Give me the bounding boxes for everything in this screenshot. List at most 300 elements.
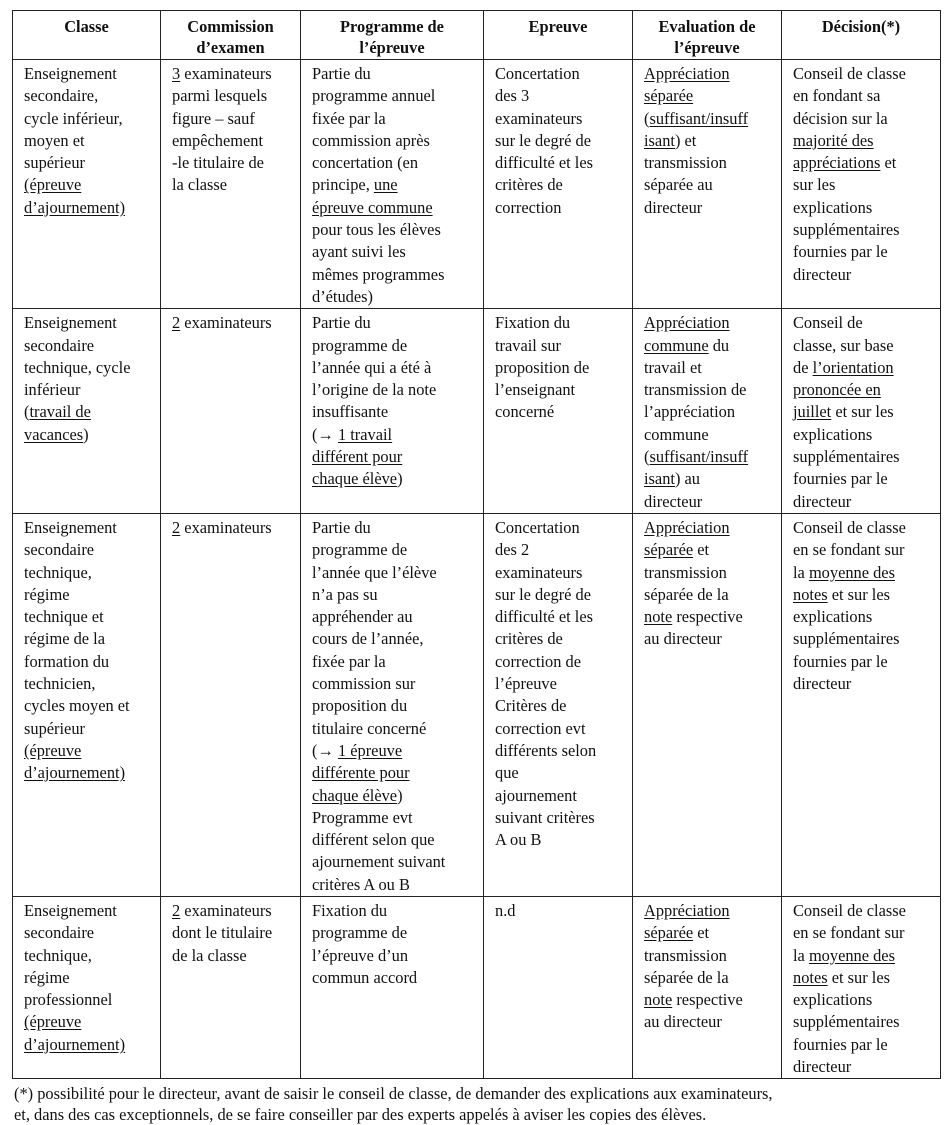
text-segment: séparée au (644, 175, 713, 195)
text-segment: ) (83, 424, 89, 444)
cell-line (312, 517, 479, 539)
text-segment: en se fondant sur (793, 540, 905, 560)
text-segment: ) (397, 469, 403, 489)
text-segment: directeur (793, 674, 852, 694)
cell-commission (161, 309, 301, 514)
text-segment: transmission (644, 562, 727, 582)
text-segment: technique et (24, 607, 104, 627)
cell-line (495, 740, 628, 762)
header-line: Epreuve (528, 17, 588, 36)
cell-line (793, 241, 936, 263)
underlined-text: suffisant/insuff (649, 447, 749, 467)
underlined-text: travail de (29, 402, 91, 422)
cell-evaluation (633, 309, 782, 514)
cell-line (495, 695, 628, 717)
header-classe (13, 11, 161, 60)
cell-line (24, 718, 156, 740)
cell-line (495, 197, 628, 219)
table-body (13, 60, 941, 1079)
cell-line (172, 63, 296, 85)
cell-epreuve (484, 513, 633, 896)
cell-line (495, 335, 628, 357)
header-line: Décision(*) (821, 17, 901, 36)
text-segment: examinateurs (180, 900, 272, 920)
cell-line (793, 584, 936, 606)
underlined-text: chaque élève (312, 785, 398, 805)
text-segment: technicien, (24, 674, 96, 694)
text-segment: différent selon que (312, 830, 435, 850)
text-segment: parmi lesquels (172, 86, 268, 106)
underlined-text: séparée (644, 86, 694, 106)
cell-line (24, 1034, 156, 1056)
text-segment: fixée par la (312, 108, 386, 128)
text-segment: et sur les (827, 584, 890, 604)
cell-line (644, 989, 777, 1011)
text-segment: l’épreuve d’un (312, 945, 409, 965)
cell-line (793, 152, 936, 174)
text-segment: commission après (312, 130, 430, 150)
cell-line (644, 922, 777, 944)
cell-line (793, 673, 936, 695)
text-segment: ajournement suivant (312, 852, 446, 872)
cell-line (24, 517, 156, 539)
cell-line (24, 197, 156, 219)
cell-line (495, 401, 628, 423)
cell-line (793, 424, 936, 446)
underlined-text: suffisant/insuff (649, 108, 749, 128)
cell-line (793, 967, 936, 989)
underlined-text: isant (644, 130, 675, 150)
text-segment: (→ (312, 740, 338, 760)
text-segment: secondaire (24, 923, 95, 943)
text-segment: et sur les (827, 967, 890, 987)
underlined-text: d’ajournement) (24, 763, 126, 783)
cell-classe (13, 60, 161, 309)
cell-line (644, 152, 777, 174)
cell-line (793, 491, 936, 513)
text-segment: Partie du (312, 517, 371, 537)
text-segment: cycle inférieur, (24, 108, 123, 128)
text-segment: mêmes programmes (312, 264, 445, 284)
underlined-text: Appréciation (644, 64, 730, 83)
cell-line (172, 108, 296, 130)
cell-line (495, 562, 628, 584)
text-segment: que (495, 763, 519, 783)
underlined-text: note (644, 607, 673, 627)
underlined-text: une (373, 175, 398, 195)
cell-line (495, 606, 628, 628)
underlined-text: 2 (172, 517, 181, 537)
text-segment: cycles moyen et (24, 696, 130, 716)
text-segment: (→ (312, 424, 338, 444)
text-segment: Conseil de (793, 313, 863, 333)
text-segment: difficulté et les (495, 607, 594, 627)
text-segment: examinateurs (495, 562, 583, 582)
cell-line (495, 517, 628, 539)
cell-line (793, 219, 936, 241)
text-segment: supérieur (24, 718, 85, 738)
text-segment: correction de (495, 651, 582, 671)
text-segment: Critères de (495, 696, 567, 716)
underlined-text: différent pour (312, 447, 403, 467)
text-segment: ) au (674, 469, 700, 489)
text-segment: classe, sur base (793, 335, 894, 355)
cell-line (312, 967, 479, 989)
cell-line (793, 1034, 936, 1056)
text-segment: supérieur (24, 153, 85, 173)
header-row (13, 11, 941, 60)
cell-line (793, 264, 936, 286)
text-segment: titulaire concerné (312, 718, 427, 738)
text-segment: ayant suivi les (312, 242, 406, 262)
text-segment: fournies par le (793, 1034, 888, 1054)
cell-line (644, 967, 777, 989)
footnote-line: (*) possibilité pour le directeur, avant de saisir le conseil de classe, de demander des explications aux examinateurs, (14, 1084, 773, 1104)
cell-line (644, 1011, 777, 1033)
cell-line (793, 312, 936, 334)
text-segment: fixée par la (312, 651, 386, 671)
header-line: Classe (64, 17, 109, 36)
text-segment: programme annuel (312, 86, 436, 106)
cell-decision (782, 60, 941, 309)
text-segment: transmission (644, 945, 727, 965)
text-segment: Conseil de classe (793, 900, 906, 920)
cell-line (312, 85, 479, 107)
text-segment: commun accord (312, 967, 418, 987)
cell-line (644, 357, 777, 379)
cell-line (793, 562, 936, 584)
cell-line (172, 517, 296, 539)
text-segment: ( (644, 447, 650, 467)
cell-line (24, 584, 156, 606)
cell-line (312, 874, 479, 896)
underlined-text: 2 (172, 900, 181, 920)
footnote (12, 1083, 940, 1125)
underlined-text: appréciations (793, 153, 881, 173)
text-segment: l’appréciation (644, 402, 736, 422)
text-segment: principe, (312, 175, 374, 195)
cell-line (312, 851, 479, 873)
text-segment: correction evt (495, 718, 586, 738)
cell-line (172, 130, 296, 152)
text-segment: technique, cycle (24, 357, 131, 377)
cell-line (644, 401, 777, 423)
cell-programme (301, 896, 484, 1078)
cell-line (644, 468, 777, 490)
cell-line (312, 241, 479, 263)
text-segment: explications (793, 197, 873, 217)
text-segment: professionnel (24, 990, 113, 1010)
cell-programme (301, 60, 484, 309)
text-segment: concertation (en (312, 153, 419, 173)
cell-line (793, 628, 936, 650)
cell-line (495, 152, 628, 174)
cell-line (312, 945, 479, 967)
cell-line (312, 264, 479, 286)
cell-line (312, 562, 479, 584)
text-segment: supplémentaires (793, 1012, 900, 1032)
text-segment: la (793, 945, 809, 965)
text-segment: examinateurs (180, 313, 272, 333)
cell-line (644, 424, 777, 446)
cell-line (644, 379, 777, 401)
text-segment: l’enseignant (495, 380, 576, 400)
cell-line (495, 807, 628, 829)
cell-line (793, 335, 936, 357)
text-segment: directeur (793, 1057, 852, 1077)
text-segment: secondaire (24, 540, 95, 560)
cell-line (312, 174, 479, 196)
cell-line (644, 312, 777, 334)
text-segment: ajournement (495, 785, 577, 805)
cell-line (24, 762, 156, 784)
text-segment: l’année que l’élève (312, 562, 437, 582)
cell-line (312, 152, 479, 174)
cell-line (495, 829, 628, 851)
header-epreuve (484, 11, 633, 60)
cell-line (495, 628, 628, 650)
text-segment: explications (793, 424, 873, 444)
text-segment: correction (495, 197, 562, 217)
text-segment: dont le titulaire (172, 923, 273, 943)
text-segment: critères A ou B (312, 874, 410, 894)
cell-line (793, 130, 936, 152)
text-segment: au directeur (644, 1012, 722, 1032)
cell-line (312, 401, 479, 423)
text-segment: Enseignement (24, 900, 117, 920)
text-segment: Enseignement (24, 313, 117, 333)
cell-line (312, 539, 479, 561)
underlined-text: notes (793, 584, 828, 604)
text-segment: -le titulaire de (172, 153, 264, 173)
cell-line (312, 900, 479, 922)
cell-line (312, 424, 479, 446)
text-segment: examinateurs (180, 64, 272, 83)
text-segment: du (708, 335, 730, 355)
cell-line (312, 584, 479, 606)
text-segment: A ou B (495, 830, 542, 850)
cell-line (644, 517, 777, 539)
text-segment: Partie du (312, 313, 371, 333)
cell-line (312, 335, 479, 357)
cell-line (24, 606, 156, 628)
cell-line (312, 379, 479, 401)
text-segment: explications (793, 607, 873, 627)
cell-line (793, 651, 936, 673)
cell-classe (13, 896, 161, 1078)
cell-line (172, 922, 296, 944)
exam-procedure-table (12, 10, 941, 1079)
text-segment: la classe (172, 175, 228, 195)
cell-line (793, 401, 936, 423)
cell-line (495, 108, 628, 130)
cell-line (644, 130, 777, 152)
cell-line (312, 286, 479, 308)
cell-evaluation (633, 896, 782, 1078)
cell-line (495, 85, 628, 107)
underlined-text: l’orientation (812, 357, 894, 377)
cell-line (495, 584, 628, 606)
cell-line (312, 197, 479, 219)
header-line: l’épreuve (359, 38, 425, 57)
text-segment: Enseignement (24, 517, 117, 537)
underlined-text: (épreuve (24, 175, 82, 195)
text-segment: ) (397, 785, 403, 805)
cell-line (495, 673, 628, 695)
cell-line (495, 718, 628, 740)
underlined-text: Appréciation (644, 517, 730, 537)
text-segment: critères de (495, 629, 563, 649)
cell-programme (301, 513, 484, 896)
cell-line (24, 989, 156, 1011)
text-segment: l’épreuve (495, 674, 557, 694)
text-segment: concerné (495, 402, 555, 422)
underlined-text: isant (644, 469, 675, 489)
cell-line (644, 335, 777, 357)
cell-line (644, 562, 777, 584)
underlined-text: vacances (24, 424, 84, 444)
cell-line (24, 85, 156, 107)
cell-line (644, 628, 777, 650)
cell-line (24, 695, 156, 717)
text-segment: et (880, 153, 897, 173)
text-segment: et (693, 540, 710, 560)
text-segment: respective (672, 990, 743, 1010)
cell-commission (161, 513, 301, 896)
cell-line (172, 174, 296, 196)
cell-line (644, 945, 777, 967)
text-segment: directeur (793, 491, 852, 511)
text-segment: critères de (495, 175, 563, 195)
cell-decision (782, 896, 941, 1078)
cell-line (312, 785, 479, 807)
text-segment: et sur les (831, 402, 894, 422)
text-segment: appréhender au (312, 607, 413, 627)
cell-line (644, 584, 777, 606)
text-segment: supplémentaires (793, 220, 900, 240)
text-segment: fournies par le (793, 469, 888, 489)
cell-line (24, 673, 156, 695)
cell-line (793, 606, 936, 628)
cell-line (793, 357, 936, 379)
text-segment: travail sur (495, 335, 561, 355)
cell-line (312, 628, 479, 650)
text-segment: en se fondant sur (793, 923, 905, 943)
cell-line (312, 446, 479, 468)
underlined-text: d’ajournement) (24, 197, 126, 217)
cell-line (312, 606, 479, 628)
text-segment: n.d (495, 900, 516, 920)
text-segment: ( (24, 402, 30, 422)
cell-line (24, 174, 156, 196)
text-segment: ( (644, 108, 650, 128)
cell-line (495, 651, 628, 673)
text-segment: la (793, 562, 809, 582)
cell-classe (13, 513, 161, 896)
underlined-text: moyenne des (808, 562, 895, 582)
cell-line (793, 446, 936, 468)
cell-commission (161, 60, 301, 309)
underlined-text: différente pour (312, 763, 410, 783)
text-segment: Conseil de classe (793, 517, 906, 537)
text-segment: supplémentaires (793, 447, 900, 467)
text-segment: pour tous les élèves (312, 220, 441, 240)
cell-line (793, 174, 936, 196)
cell-line (644, 446, 777, 468)
cell-line (793, 468, 936, 490)
text-segment: Programme evt (312, 807, 413, 827)
cell-evaluation (633, 60, 782, 309)
header-line: l’épreuve (674, 38, 740, 57)
cell-line (24, 945, 156, 967)
cell-line (793, 945, 936, 967)
text-segment: transmission (644, 153, 727, 173)
cell-line (24, 401, 156, 423)
header-commission (161, 11, 301, 60)
cell-line (312, 357, 479, 379)
text-segment: en fondant sa (793, 86, 881, 106)
text-segment: respective (672, 607, 743, 627)
underlined-text: notes (793, 967, 828, 987)
underlined-text: 3 (172, 64, 181, 83)
cell-line (312, 108, 479, 130)
text-segment: séparée de la (644, 584, 729, 604)
cell-line (24, 108, 156, 130)
cell-line (24, 335, 156, 357)
cell-line (793, 108, 936, 130)
table-row (13, 513, 941, 896)
cell-line (644, 108, 777, 130)
text-segment: régime (24, 584, 70, 604)
cell-line (495, 130, 628, 152)
text-segment: n’a pas su (312, 584, 378, 604)
cell-classe (13, 309, 161, 514)
cell-line (644, 85, 777, 107)
underlined-text: prononcée en (793, 380, 881, 400)
cell-line (312, 718, 479, 740)
text-segment: examinateurs (180, 517, 272, 537)
text-segment: figure – sauf (172, 108, 255, 128)
text-segment: sur le degré de (495, 584, 592, 604)
cell-line (24, 967, 156, 989)
text-segment: inférieur (24, 380, 81, 400)
cell-line (793, 900, 936, 922)
text-segment: ) et (674, 130, 697, 150)
underlined-text: séparée (644, 540, 694, 560)
cell-line (172, 152, 296, 174)
cell-epreuve (484, 896, 633, 1078)
cell-epreuve (484, 309, 633, 514)
cell-line (495, 379, 628, 401)
cell-line (495, 312, 628, 334)
cell-line (793, 1011, 936, 1033)
text-segment: difficulté et les (495, 153, 594, 173)
cell-line (644, 900, 777, 922)
text-segment: de (793, 357, 813, 377)
text-segment: Concertation (495, 64, 580, 83)
cell-line (495, 900, 628, 922)
underlined-text: séparée (644, 923, 694, 943)
cell-line (793, 85, 936, 107)
text-segment: examinateurs (495, 108, 583, 128)
cell-line (172, 900, 296, 922)
underlined-text: Appréciation (644, 313, 730, 333)
text-segment: de la classe (172, 945, 247, 965)
underlined-text: note (644, 990, 673, 1010)
text-segment: proposition de (495, 357, 590, 377)
text-segment: Fixation du (495, 313, 571, 333)
text-segment: insuffisante (312, 402, 389, 422)
